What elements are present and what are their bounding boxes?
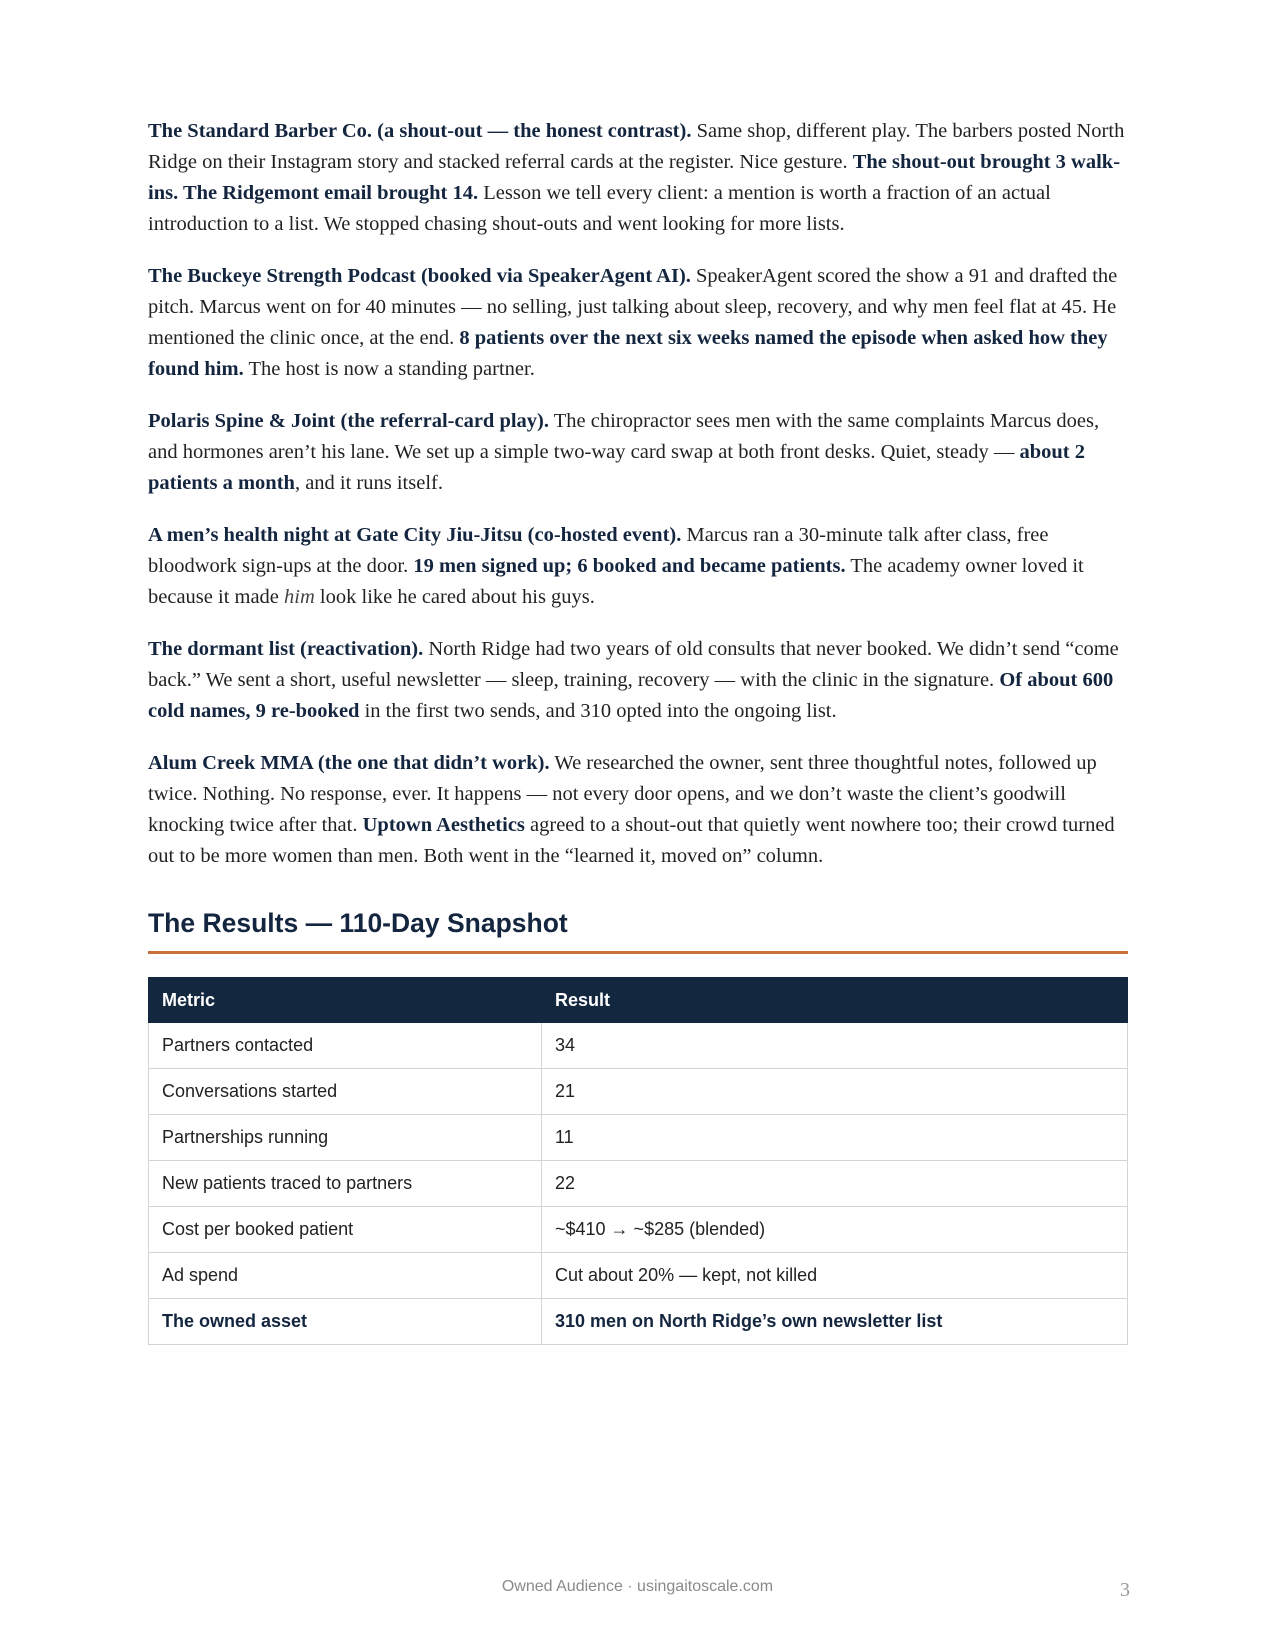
table-row — [149, 1207, 1128, 1253]
paragraph-text: The host is now a standing partner. — [243, 358, 535, 380]
paragraph-alum-creek — [148, 748, 1128, 872]
paragraph-lead: Alum Creek MMA (the one that didn’t work). — [148, 752, 550, 774]
paragraph-highlight: The shout-out brought 3 walk-ins. The Ridgemont email brought 14. — [148, 151, 1121, 204]
result-cell: 34 — [542, 1023, 1128, 1069]
paragraph-highlight: 19 men signed up; 6 booked and became patients. — [413, 555, 846, 577]
table-header-row — [149, 978, 1128, 1023]
page-footer: Owned Audience · usingaitoscale.com — [501, 1578, 774, 1595]
metric-cell: Partnerships running — [149, 1115, 542, 1161]
page-number: 3 — [1120, 1579, 1130, 1601]
document-page — [148, 116, 1128, 1345]
paragraph-highlight: 8 patients over the next six weeks named the episode when asked how they found him. — [148, 327, 1108, 380]
paragraph-text: in the first two sends, and 310 opted into the ongoing list. — [359, 700, 837, 722]
paragraph-text: Lesson we tell every client: a mention is worth a fraction of an actual introduction to a list. We stopped chasing shout-outs and went looking for more lists. — [148, 182, 1051, 235]
paragraph-text: look like he cared about his guys. — [314, 586, 595, 608]
paragraph-emphasis: him — [284, 586, 315, 608]
paragraph-highlight: Uptown Aesthetics — [362, 814, 525, 836]
paragraph-polaris-spine — [148, 406, 1128, 499]
table-row — [149, 1069, 1128, 1115]
paragraph-text: We researched the owner, sent three thoughtful notes, followed up twice. Nothing. No response, ever. It happens — not every door opens, and we don’t waste the client’s goodwill knocking twice after that. — [148, 752, 1097, 836]
paragraph-lead: The Standard Barber Co. (a shout-out — the honest contrast). — [148, 120, 692, 142]
paragraph-text: North Ridge had two years of old consults that never booked. We didn’t send “come back.” We sent a short, useful newsletter — sleep, training, recovery — with the clinic in the signature. — [148, 638, 1119, 691]
metric-cell: Ad spend — [149, 1253, 542, 1299]
paragraph-text: The academy owner loved it because it made — [148, 555, 1084, 608]
table-row — [149, 1023, 1128, 1069]
result-cell: 310 men on North Ridge’s own newsletter list — [542, 1299, 1128, 1345]
table-row — [149, 1161, 1128, 1207]
metric-cell: New patients traced to partners — [149, 1161, 542, 1207]
paragraph-highlight: about 2 patients a month — [148, 441, 1085, 494]
paragraph-lead: Polaris Spine & Joint (the referral-card play). — [148, 410, 550, 432]
result-cell: ~$410 → ~$285 (blended) — [542, 1207, 1128, 1253]
paragraph-text: Same shop, different play. The barbers posted North Ridge on their Instagram story and stacked referral cards at the register. Nice gesture. — [148, 120, 1125, 173]
table-row — [149, 1253, 1128, 1299]
column-header-metric: Metric — [149, 978, 542, 1023]
paragraph-text: SpeakerAgent scored the show a 91 and drafted the pitch. Marcus went on for 40 minutes — no selling, just talking about sleep, recovery, and why men feel flat at 45. He mentioned the clinic once, at the end. — [148, 265, 1118, 349]
table-row-owned-asset — [149, 1299, 1128, 1345]
paragraph-text: , and it runs itself. — [294, 472, 443, 494]
result-cell: 21 — [542, 1069, 1128, 1115]
result-cell: Cut about 20% — kept, not killed — [542, 1253, 1128, 1299]
paragraph-buckeye-podcast — [148, 261, 1128, 385]
table-row — [149, 1115, 1128, 1161]
metric-cell: Partners contacted — [149, 1023, 542, 1069]
paragraph-dormant-list — [148, 634, 1128, 727]
paragraph-text: agreed to a shout-out that quietly went nowhere too; their crowd turned out to be more women than men. Both went in the “learned it, moved on” column. — [148, 814, 1115, 867]
paragraph-lead: The dormant list (reactivation). — [148, 638, 424, 660]
metric-cell: Cost per booked patient — [149, 1207, 542, 1253]
results-section-title: The Results — 110-Day Snapshot — [148, 908, 1128, 954]
metric-cell: The owned asset — [149, 1299, 542, 1345]
result-cell: 11 — [542, 1115, 1128, 1161]
paragraph-text: Marcus ran a 30-minute talk after class, free bloodwork sign-ups at the door. — [148, 524, 1049, 577]
paragraph-standard-barber — [148, 116, 1128, 240]
paragraph-highlight: Of about 600 cold names, 9 re-booked — [148, 669, 1114, 722]
metric-cell: Conversations started — [149, 1069, 542, 1115]
paragraph-gate-city-event — [148, 520, 1128, 613]
column-header-result: Result — [542, 978, 1128, 1023]
paragraph-text: The chiropractor sees men with the same complaints Marcus does, and hormones aren’t his lane. We set up a simple two-way card swap at both front desks. Quiet, steady — — [148, 410, 1100, 463]
results-table — [148, 977, 1128, 1345]
result-cell: 22 — [542, 1161, 1128, 1207]
paragraph-lead: A men’s health night at Gate City Jiu-Jitsu (co-hosted event). — [148, 524, 682, 546]
paragraph-lead: The Buckeye Strength Podcast (booked via SpeakerAgent AI). — [148, 265, 691, 287]
